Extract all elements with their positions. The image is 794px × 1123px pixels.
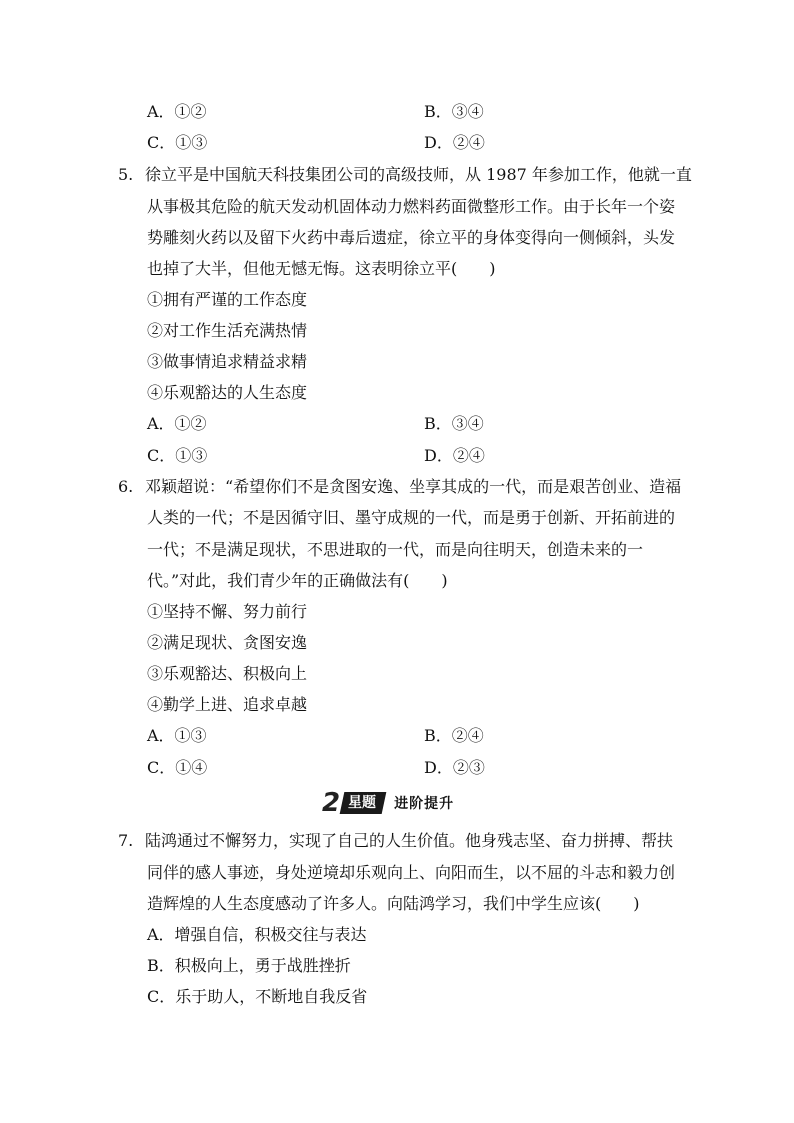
q5-option-d: D．②④ — [424, 446, 485, 465]
q4-option-c: C．①③ — [147, 133, 208, 152]
section-header — [322, 789, 454, 817]
q5-option-b: B．③④ — [424, 414, 484, 433]
q6-stem-line: 人类的一代；不是因循守旧、墨守成规的一代，而是勇于创新、开拓前进的 — [147, 508, 676, 527]
q6-statement-4: ④勤学上进、追求卓越 — [147, 695, 308, 714]
q6-option-b: B．②④ — [424, 726, 484, 745]
q7-stem-line: 造辉煌的人生态度感动了许多人。向陆鸿学习，我们中学生应该( ) — [147, 894, 640, 913]
q5-statement-2: ②对工作生活充满热情 — [147, 321, 308, 340]
q6-statement-2: ②满足现状、贪图安逸 — [147, 633, 308, 652]
q6-statement-1: ①坚持不懈、努力前行 — [147, 602, 308, 621]
q6-stem-line: 代。”对此，我们青少年的正确做法有( ) — [147, 571, 448, 590]
q5-stem-line: 徐立平是中国航天科技集团公司的高级技师，从 1987 年参加工作，他就一直 — [145, 165, 692, 184]
q6-option-d: D．②③ — [424, 758, 485, 777]
section-subtitle: 进阶提升 — [394, 796, 455, 812]
q7-number: 7. — [118, 831, 134, 850]
q6-number: 6. — [118, 477, 134, 496]
q4-option-d: D．②④ — [424, 133, 485, 152]
q5-stem-line: 从事极其危险的航天发动机固体动力燃料药面微整形工作。由于长年一个姿 — [147, 197, 676, 216]
q5-option-c: C．①③ — [147, 446, 208, 465]
q4-option-b: B．③④ — [424, 102, 484, 121]
q6-option-a: A．①③ — [147, 726, 207, 745]
q5-number: 5. — [118, 165, 134, 184]
q5-statement-1: ①拥有严谨的工作态度 — [147, 290, 308, 309]
q5-statement-3: ③做事情追求精益求精 — [147, 352, 308, 371]
q7-option-a: A．增强自信，积极交往与表达 — [147, 925, 367, 944]
q7-stem-line: 同伴的感人事迹，身处逆境却乐观向上、向阳而生，以不屈的斗志和毅力创 — [147, 863, 676, 882]
q7-stem-line: 陆鸿通过不懈努力，实现了自己的人生价值。他身残志坚、奋力拼搏、帮扶 — [145, 831, 674, 850]
section-tag: 星题 — [340, 792, 387, 814]
q5-option-a: A．①② — [147, 414, 207, 433]
q7-option-b: B．积极向上，勇于战胜挫折 — [147, 956, 351, 975]
q6-stem-line: 邓颖超说：“希望你们不是贪图安逸、坐享其成的一代，而是艰苦创业、造福 — [145, 477, 682, 496]
q6-stem-line: 一代；不是满足现状，不思进取的一代，而是向往明天，创造未来的一 — [147, 540, 644, 559]
q6-option-c: C．①④ — [147, 758, 208, 777]
q7-option-c: C．乐于助人，不断地自我反省 — [147, 987, 368, 1006]
q5-stem-line: 也掉了大半，但他无憾无悔。这表明徐立平( ) — [147, 259, 496, 278]
q4-option-a: A．①② — [147, 102, 207, 121]
q5-statement-4: ④乐观豁达的人生态度 — [147, 383, 308, 402]
q5-stem-line: 势雕刻火药以及留下火药中毒后遗症，徐立平的身体变得向一侧倾斜，头发 — [147, 228, 676, 247]
section-number: 2 — [322, 788, 341, 818]
q6-statement-3: ③乐观豁达、积极向上 — [147, 664, 308, 683]
